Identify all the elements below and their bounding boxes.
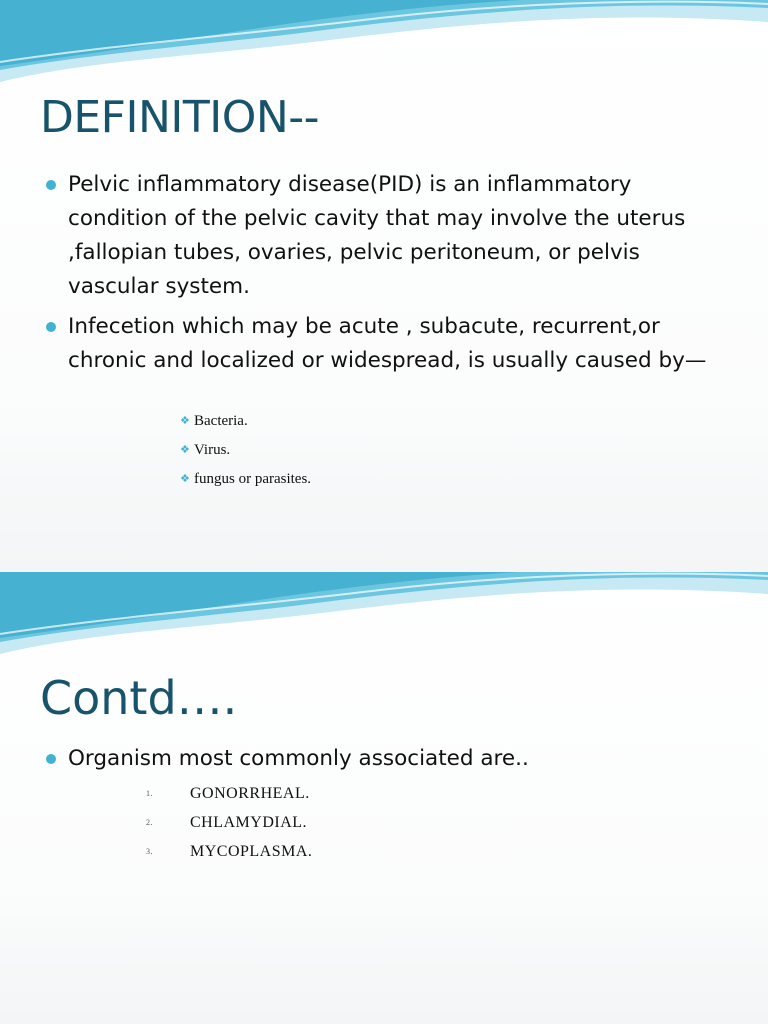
bullet-item xyxy=(46,310,736,378)
bullet-item xyxy=(46,742,736,776)
numbered-item xyxy=(146,808,312,837)
diamond-icon: ❖ xyxy=(180,473,190,485)
bullet-text: Infecetion which may be acute , subacute, recurrent,or chronic and localized or widespread, is usually caused by— xyxy=(68,314,707,373)
dot-icon xyxy=(46,754,56,764)
sub-item-text: Virus. xyxy=(194,442,231,458)
slide-contd xyxy=(0,572,768,1024)
dot-icon xyxy=(46,180,56,190)
sub-item xyxy=(180,407,311,436)
item-text: MYCOPLASMA. xyxy=(190,843,313,860)
numbered-list xyxy=(146,779,313,866)
item-number: 1. xyxy=(146,789,153,798)
dot-icon xyxy=(46,322,56,332)
sub-item xyxy=(180,436,311,465)
bullet-text: Organism most commonly associated are.. xyxy=(68,746,529,771)
diamond-icon: ❖ xyxy=(180,415,190,427)
sub-item-text: fungus or parasites. xyxy=(194,471,312,487)
wave-header-decoration xyxy=(0,572,768,662)
bullet-list xyxy=(46,168,736,384)
bullet-list xyxy=(46,742,736,782)
diamond-icon: ❖ xyxy=(180,444,190,456)
bullet-text: Pelvic inflammatory disease(PID) is an inflammatory condition of the pelvic cavity that may involve the uterus ,fallopian tubes, ovaries, pelvic peritoneum, or pelvis vascular system. xyxy=(68,172,686,299)
numbered-item xyxy=(146,779,312,808)
item-text: GONORRHEAL. xyxy=(190,785,310,802)
sub-item xyxy=(180,465,312,494)
numbered-item xyxy=(146,837,313,866)
sub-item-text: Bacteria. xyxy=(194,413,248,429)
bullet-item xyxy=(46,168,736,304)
slide-title: DEFINITION-- xyxy=(40,92,320,143)
item-text: CHLAMYDIAL. xyxy=(190,814,308,831)
sub-list xyxy=(180,407,312,494)
item-number: 3. xyxy=(146,847,153,856)
wave-header-decoration xyxy=(0,0,768,90)
slide-title: Contd…. xyxy=(40,671,238,725)
item-number: 2. xyxy=(146,818,153,827)
